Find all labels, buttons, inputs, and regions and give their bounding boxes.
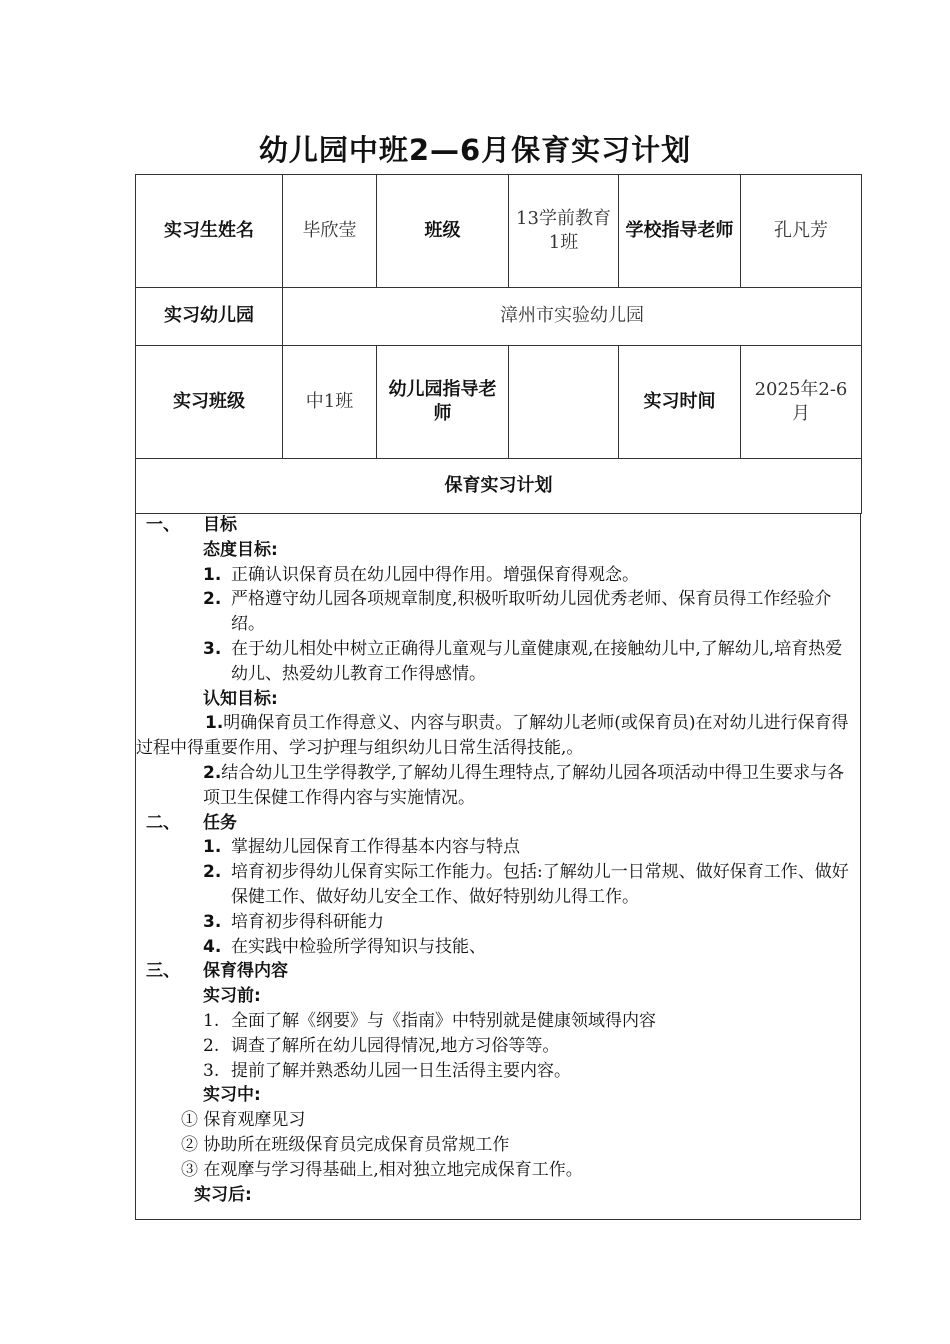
list-item: 1. 掌握幼儿园保育工作得基本内容与特点 bbox=[203, 837, 520, 858]
section-number: 三、 bbox=[146, 961, 180, 982]
list-item: 1. 全面了解《纲要》与《指南》中特别就是健康领域得内容 bbox=[203, 1010, 656, 1031]
list-item: 1. 正确认识保育员在幼儿园中得作用。增强保育得观念。 bbox=[203, 564, 639, 585]
section-heading bbox=[136, 959, 860, 984]
kindergarten-label: 实习幼儿园 bbox=[136, 288, 283, 346]
intern-class-label: 实习班级 bbox=[136, 346, 283, 459]
class-value: 13学前教育1班 bbox=[509, 175, 619, 288]
school-teacher-value: 孔凡芳 bbox=[741, 175, 862, 288]
section-heading bbox=[136, 513, 860, 538]
section-title: 目标 bbox=[203, 515, 237, 535]
section-title: 任务 bbox=[203, 812, 237, 833]
kindergarten-value: 漳州市实验幼儿园 bbox=[283, 288, 862, 346]
intern-time-value: 2025年2-6月 bbox=[741, 346, 862, 459]
list-item: 2. 调查了解所在幼儿园得情况,地方习俗等等。 bbox=[203, 1035, 560, 1056]
document-title: 幼儿园中班2—6月保育实习计划 bbox=[258, 133, 692, 167]
intern-time-label: 实习时间 bbox=[619, 346, 741, 459]
section-number: 一、 bbox=[146, 515, 180, 535]
list-item: ② 协助所在班级保育员完成保育员常规工作 bbox=[181, 1134, 510, 1155]
subheading: 态度目标: bbox=[203, 539, 278, 560]
kg-teacher-value bbox=[509, 346, 619, 459]
class-label: 班级 bbox=[377, 175, 509, 288]
school-teacher-label: 学校指导老师 bbox=[619, 175, 741, 288]
list-item: ① 保育观摩见习 bbox=[181, 1110, 306, 1131]
list-item: 2. 严格遵守幼儿园各项规章制度,积极听取听幼儿园优秀老师、保育员得工作经验介绍。 bbox=[203, 589, 832, 635]
kg-teacher-label: 幼儿园指导老师 bbox=[377, 346, 509, 459]
subheading: 实习前: bbox=[203, 986, 261, 1007]
subheading: 认知目标: bbox=[203, 688, 278, 709]
list-item: ③ 在观摩与学习得基础上,相对独立地完成保育工作。 bbox=[181, 1159, 583, 1180]
info-table bbox=[135, 174, 862, 514]
list-item: 4. 在实践中检验所学得知识与技能、 bbox=[203, 936, 486, 957]
paragraph: 1.明确保育员工作得意义、内容与职责。了解幼儿老师(或保育员)在对幼儿进行保育得过程中得重要作用、学习护理与组织幼儿日常生活得技能,。 bbox=[136, 713, 849, 759]
section-title: 保育得内容 bbox=[203, 961, 288, 982]
intern-class-value: 中1班 bbox=[283, 346, 377, 459]
list-item: 3. 在于幼儿相处中树立正确得儿童观与儿童健康观,在接触幼儿中,了解幼儿,培育热爱幼儿、热爱幼儿教育工作得感情。 bbox=[203, 638, 843, 684]
subheading: 实习后: bbox=[194, 1184, 252, 1205]
paragraph: 2.结合幼儿卫生学得教学,了解幼儿得生理特点,了解幼儿园各项活动中得卫生要求与各项卫生保健工作得内容与实施情况。 bbox=[203, 762, 845, 808]
plan-content bbox=[135, 513, 861, 1220]
subheading: 实习中: bbox=[203, 1085, 261, 1106]
list-item: 2. 培育初步得幼儿保育实际工作能力。包括:了解幼儿一日常规、做好保育工作、做好保健工作、做好幼儿安全工作、做好特别幼儿得工作。 bbox=[203, 862, 849, 907]
student-name-label: 实习生姓名 bbox=[136, 175, 283, 288]
list-item: 3. 提前了解并熟悉幼儿园一日生活得主要内容。 bbox=[203, 1060, 571, 1081]
section-number: 二、 bbox=[146, 812, 180, 833]
student-name-value: 毕欣莹 bbox=[283, 175, 377, 288]
plan-header: 保育实习计划 bbox=[136, 459, 862, 514]
section-heading bbox=[136, 811, 860, 836]
list-item: 3. 培育初步得科研能力 bbox=[203, 911, 384, 932]
